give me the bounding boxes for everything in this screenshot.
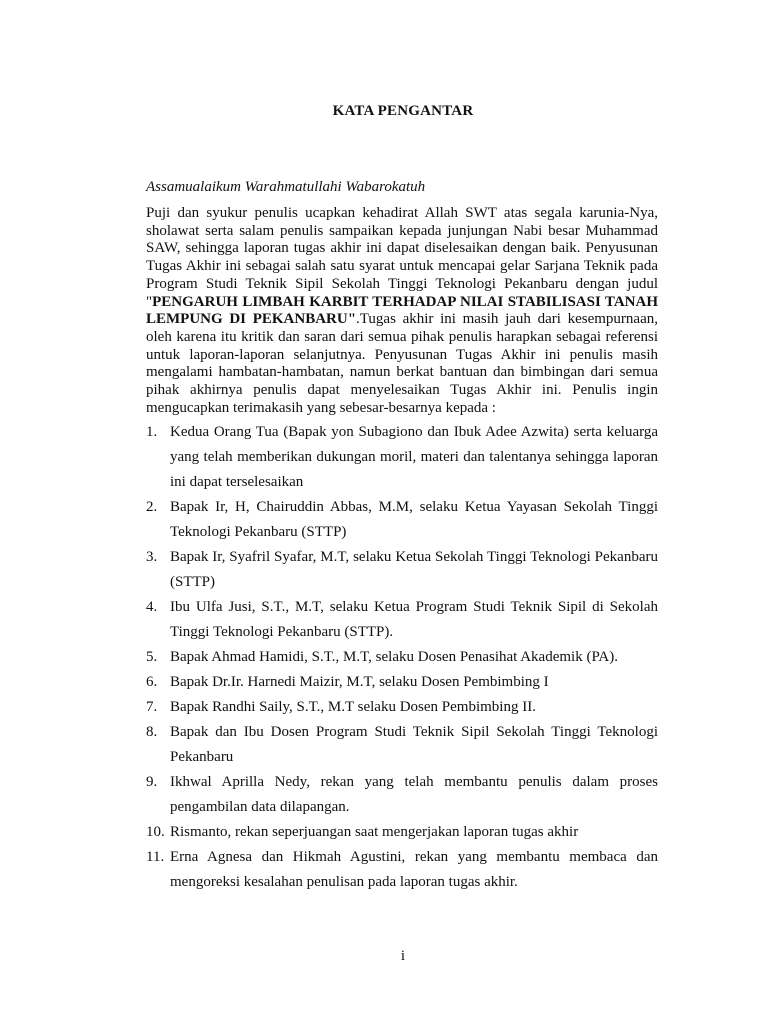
page-title: KATA PENGANTAR xyxy=(332,103,474,119)
list-item-text: Bapak Ir, H, Chairuddin Abbas, M.M, selaku Ketua Yayasan Sekolah Tinggi Teknologi Pekanbaru (STTP) xyxy=(170,499,658,540)
list-item-number: 11. xyxy=(146,849,165,865)
list-item xyxy=(146,770,658,820)
list-item-number: 4. xyxy=(146,599,158,615)
list-item xyxy=(146,670,658,695)
list-item-number: 1. xyxy=(146,424,158,440)
list-item xyxy=(146,595,658,645)
list-item-number: 9. xyxy=(146,774,158,790)
list-item xyxy=(146,845,658,895)
list-item-text: Ibu Ulfa Jusi, S.T., M.T, selaku Ketua Program Studi Teknik Sipil di Sekolah Tinggi Teknologi Pekanbaru (STTP). xyxy=(170,599,658,640)
list-item-number: 6. xyxy=(146,674,158,690)
intro-paragraph xyxy=(146,205,658,417)
list-item-text: Kedua Orang Tua (Bapak yon Subagiono dan Ibuk Adee Azwita) serta keluarga yang telah memberikan dukungan moril, materi dan talentanya sehingga laporan ini dapat terselesaikan xyxy=(170,424,658,490)
thesis-title: PENGARUH LIMBAH KARBIT TERHADAP NILAI STABILISASI TANAH LEMPUNG DI PEKANBARU" xyxy=(146,293,658,328)
list-item-number: 3. xyxy=(146,549,158,565)
list-item-text: Erna Agnesa dan Hikmah Agustini, rekan yang membantu membaca dan mengoreksi kesalahan penulisan pada laporan tugas akhir. xyxy=(170,849,658,890)
list-item-text: Bapak dan Ibu Dosen Program Studi Teknik Sipil Sekolah Tinggi Teknologi Pekanbaru xyxy=(170,724,658,765)
list-item xyxy=(146,720,658,770)
list-item xyxy=(146,820,658,845)
list-item xyxy=(146,645,658,670)
list-item-text: Ikhwal Aprilla Nedy, rekan yang telah membantu penulis dalam proses pengambilan data dilapangan. xyxy=(170,774,658,815)
list-item-text: Bapak Dr.Ir. Harnedi Maizir, M.T, selaku Dosen Pembimbing I xyxy=(170,674,549,690)
list-item-number: 7. xyxy=(146,699,158,715)
list-item xyxy=(146,495,658,545)
list-item-number: 8. xyxy=(146,724,158,740)
intro-text-after-title: .Tugas akhir ini masih jauh dari kesempurnaan, oleh karena itu kritik dan saran dari semua pihak penulis harapkan sebagai referensi untuk laporan-laporan selanjutnya. Penyusunan Tugas Akhir ini penulis masih mengalami hambatan-hambatan, namun berkat bantuan dan bimbingan dari semua pihak akhirnya penulis dapat menyelesaikan Tugas Akhir ini. Penulis ingin mengucapkan terimakasih yang sebesar-besarnya kepada : xyxy=(146,311,658,416)
intro-text-before-title: Puji dan syukur penulis ucapkan kehadirat Allah SWT atas segala karunia-Nya, sholawat serta salam penulis sampaikan kepada junjungan Nabi besar Muhammad SAW, sehingga laporan tugas akhir ini dapat diselesaikan dengan baik. Penyusunan Tugas Akhir ini sebagai salah satu syarat untuk mencapai gelar Sarjana Teknik pada Program Studi Teknik Sipil Sekolah Tinggi Teknologi Pekanbaru dengan judul " xyxy=(146,205,658,310)
acknowledgement-list xyxy=(146,420,658,895)
list-item xyxy=(146,420,658,495)
list-item-number: 5. xyxy=(146,649,158,665)
list-item xyxy=(146,695,658,720)
list-item-number: 2. xyxy=(146,499,158,515)
list-item-text: Bapak Ir, Syafril Syafar, M.T, selaku Ketua Sekolah Tinggi Teknologi Pekanbaru (STTP) xyxy=(170,549,658,590)
greeting-line: Assamualaikum Warahmatullahi Wabarokatuh xyxy=(146,179,426,195)
page-number: i xyxy=(400,948,406,964)
list-item xyxy=(146,545,658,595)
list-item-text: Bapak Ahmad Hamidi, S.T., M.T, selaku Dosen Penasihat Akademik (PA). xyxy=(170,649,619,665)
list-item-number: 10. xyxy=(146,824,165,840)
list-item-text: Bapak Randhi Saily, S.T., M.T selaku Dosen Pembimbing II. xyxy=(170,699,536,715)
list-item-text: Rismanto, rekan seperjuangan saat mengerjakan laporan tugas akhir xyxy=(170,824,579,840)
